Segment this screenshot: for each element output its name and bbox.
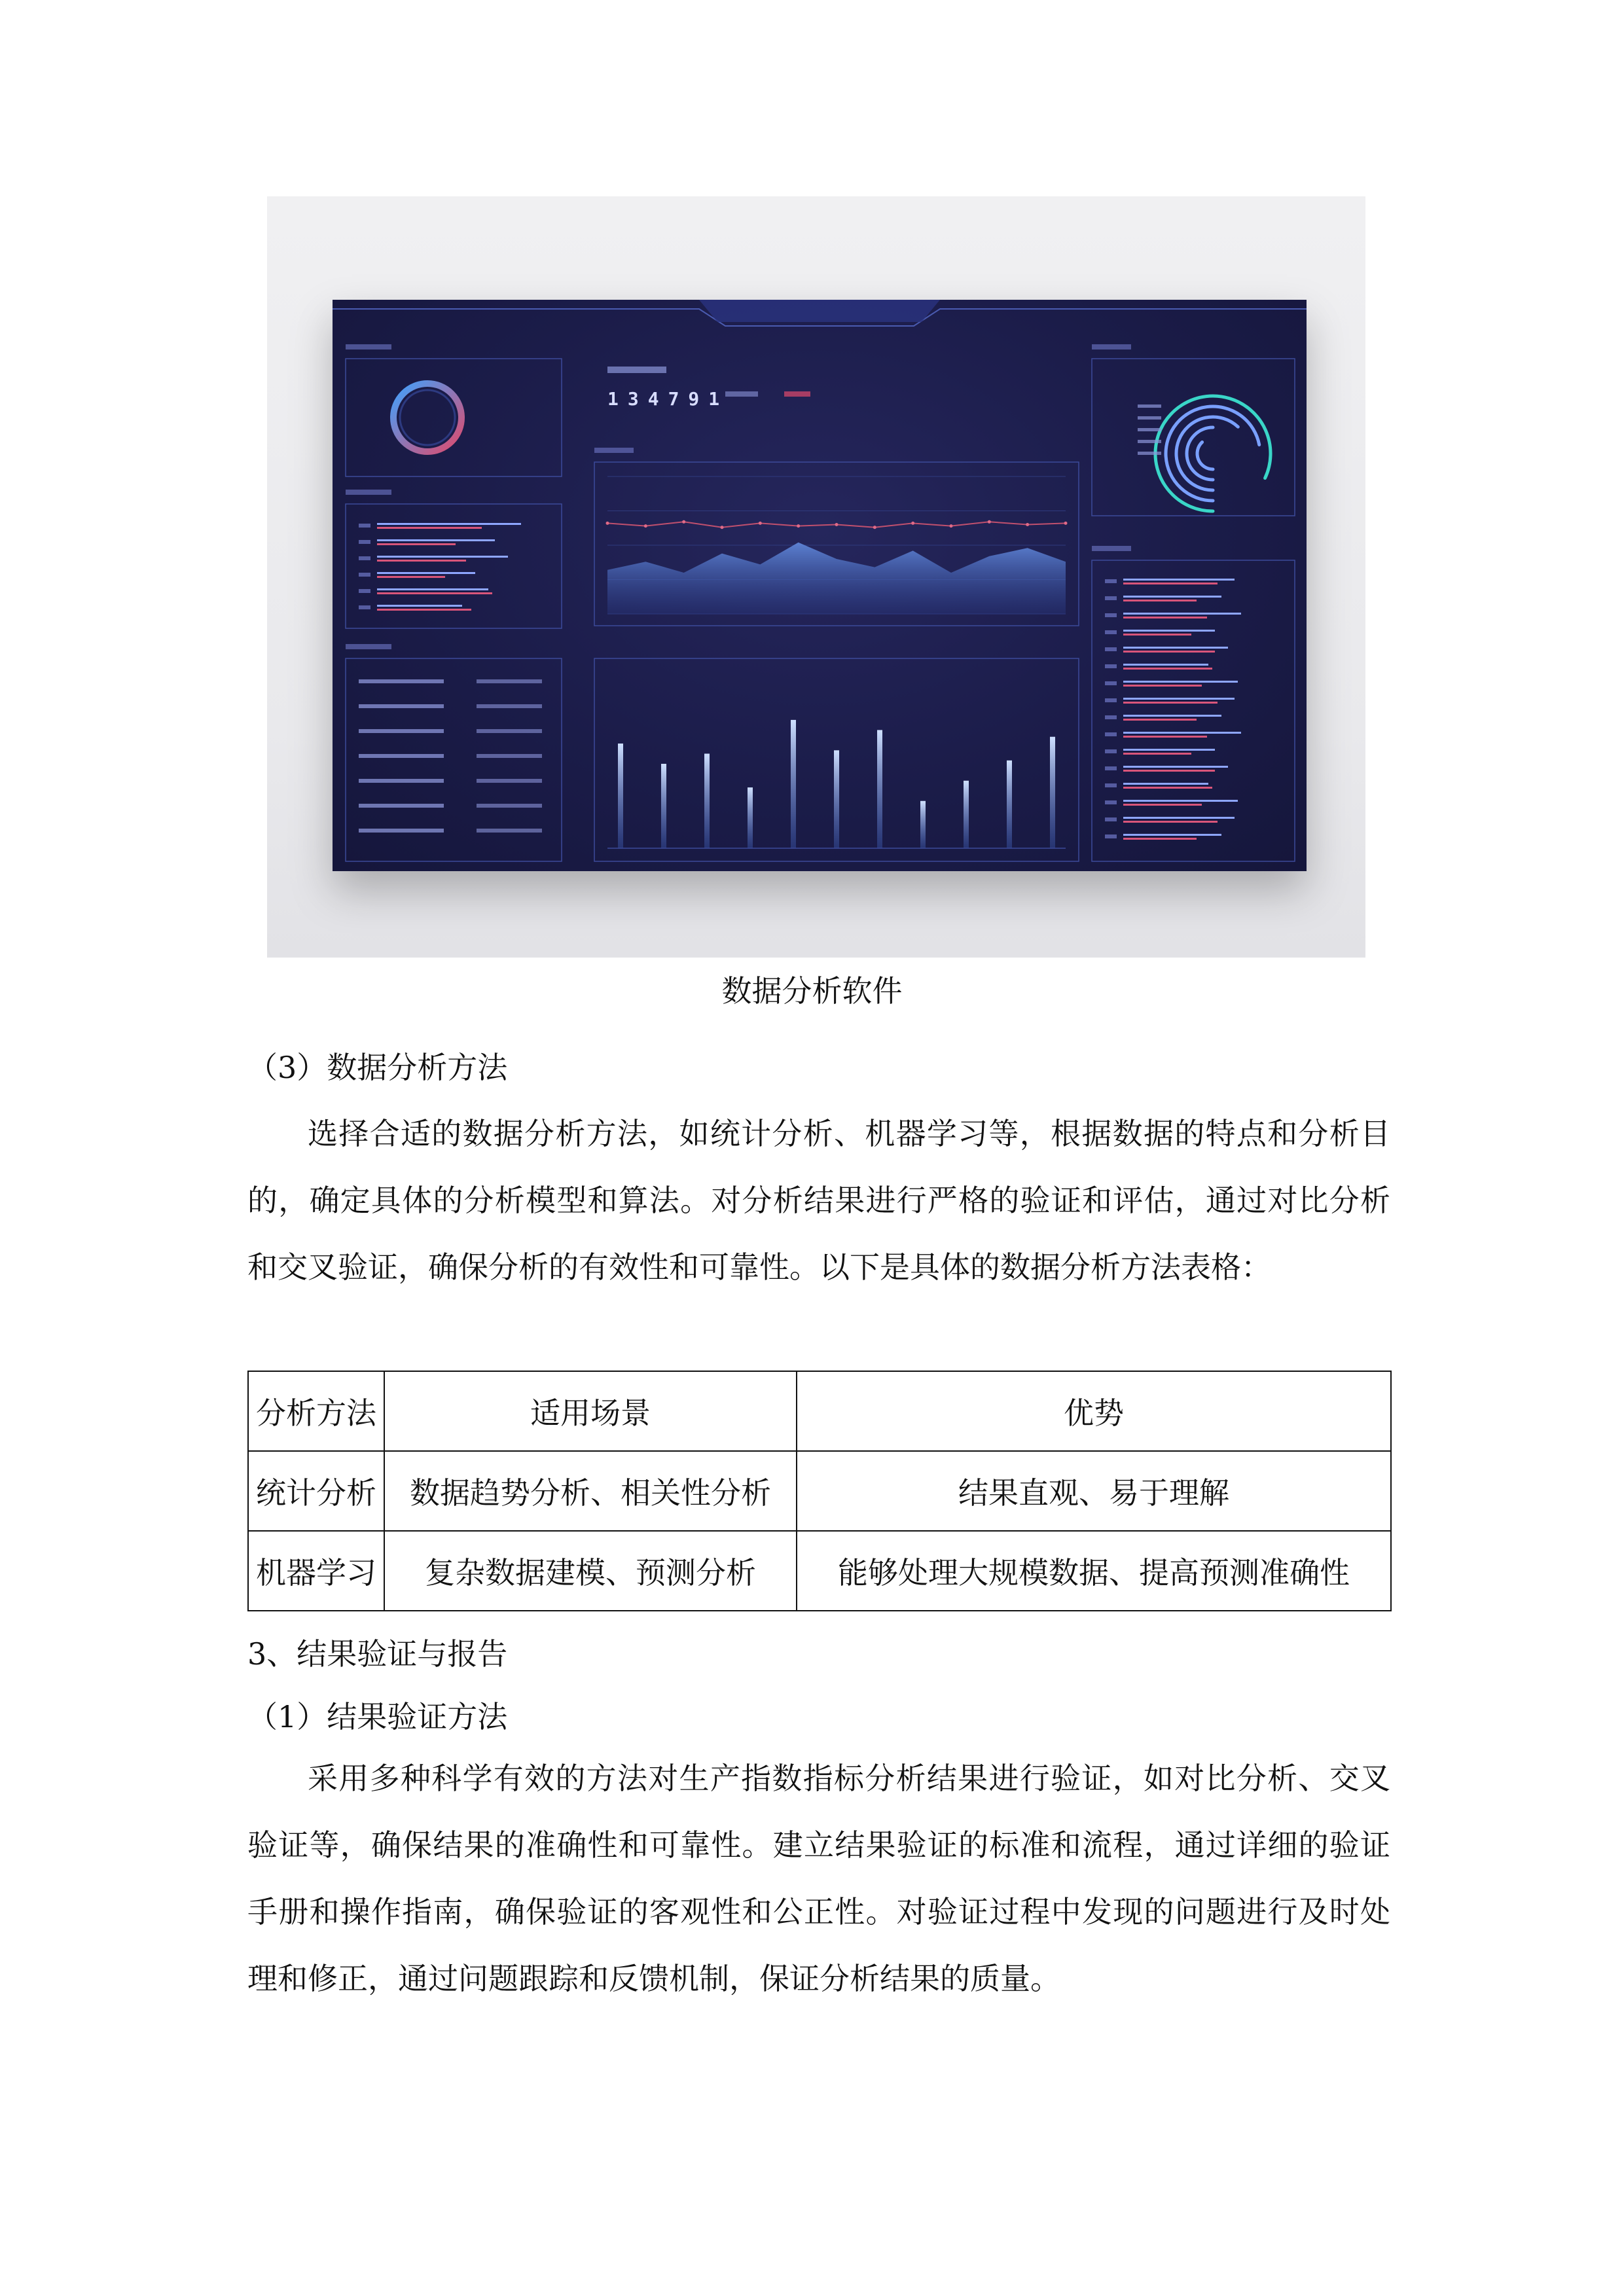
figure-caption: 数据分析软件 bbox=[721, 973, 903, 1009]
list-line bbox=[359, 704, 444, 708]
bar-mark bbox=[1007, 761, 1012, 848]
bar-mark bbox=[964, 781, 969, 848]
hbar bbox=[377, 609, 471, 611]
panel-label-bar bbox=[1092, 344, 1131, 350]
line-point bbox=[797, 524, 800, 528]
list-line bbox=[477, 804, 542, 808]
hbar bbox=[1123, 685, 1202, 687]
table-header-cell: 分析方法 bbox=[248, 1371, 384, 1451]
panel-label-bar bbox=[1092, 546, 1131, 551]
bar-mark bbox=[704, 754, 710, 848]
section-heading-3-3: （3）数据分析方法 bbox=[247, 1050, 508, 1085]
radial-label bbox=[1138, 452, 1161, 455]
radial-label bbox=[1138, 428, 1161, 431]
list-line bbox=[359, 779, 444, 783]
hbar bbox=[1123, 732, 1241, 734]
bar-mark bbox=[661, 764, 666, 848]
hbar-label bbox=[1105, 715, 1117, 719]
hbar-label bbox=[359, 573, 370, 577]
panel-hbars-right bbox=[1092, 560, 1295, 861]
table-cell: 数据趋势分析、相关性分析 bbox=[384, 1451, 797, 1531]
hbar bbox=[1123, 579, 1235, 581]
hbar bbox=[377, 560, 466, 562]
hbar bbox=[1123, 681, 1238, 683]
area-chart bbox=[606, 476, 1068, 614]
hbar bbox=[1123, 719, 1197, 721]
line-point bbox=[950, 524, 953, 528]
area-series bbox=[607, 543, 1066, 614]
line-point bbox=[1026, 523, 1029, 526]
hbar bbox=[377, 527, 482, 529]
table-header-row bbox=[248, 1371, 1391, 1451]
hbar bbox=[1123, 770, 1215, 772]
panel-label-bar bbox=[346, 644, 391, 649]
hbar bbox=[1123, 766, 1228, 768]
hbar-label bbox=[1105, 664, 1117, 668]
hbar bbox=[1123, 715, 1221, 717]
dashboard-photo bbox=[267, 196, 1365, 958]
hbar-label bbox=[1105, 732, 1117, 736]
line-point bbox=[911, 522, 914, 525]
bar-mark bbox=[1050, 737, 1055, 848]
hbar bbox=[1123, 596, 1221, 598]
list-line bbox=[359, 679, 444, 683]
hbar-label bbox=[1105, 800, 1117, 804]
hbar bbox=[1123, 583, 1218, 584]
panel-label-bar bbox=[594, 448, 634, 453]
hbars-left bbox=[359, 523, 521, 611]
paragraph-result-verification: 采用多种科学有效的方法对生产指数指标分析结果进行验证，如对比分析、交叉验证等，确保结果的准确性和可靠性。建立结果验证的标准和流程，通过详细的验证手册和操作指南，确保验证的客观性和公正性。对验证过程中发现的问题进行及时处理和修正，通过问题跟踪和反馈机制，保证分析结果的质量。 bbox=[247, 1761, 1390, 1996]
panel-donut bbox=[346, 359, 562, 476]
line-point bbox=[1064, 522, 1068, 525]
list-line bbox=[477, 829, 542, 833]
list-line bbox=[477, 704, 542, 708]
bar-mark bbox=[748, 787, 753, 848]
hbar bbox=[1123, 630, 1215, 632]
radial-chart bbox=[1138, 396, 1271, 511]
hbar-label bbox=[1105, 749, 1117, 753]
hbar bbox=[1123, 617, 1207, 619]
hbar bbox=[1123, 783, 1208, 785]
dashboard-counter: 134791 bbox=[607, 388, 729, 410]
counter-label-bar bbox=[607, 367, 666, 373]
list-line bbox=[477, 679, 542, 683]
hbar bbox=[377, 592, 492, 594]
hbar-label bbox=[1105, 783, 1117, 787]
hbar bbox=[1123, 817, 1235, 819]
donut-ring bbox=[393, 384, 461, 452]
list-line bbox=[477, 779, 542, 783]
hbar-label bbox=[1105, 766, 1117, 770]
list-line bbox=[359, 754, 444, 758]
hbar-label bbox=[1105, 613, 1117, 617]
donut-inner-ring bbox=[400, 390, 455, 445]
radial-arc bbox=[1187, 427, 1213, 480]
radial-arc bbox=[1166, 406, 1259, 501]
table-cell: 统计分析 bbox=[248, 1451, 384, 1531]
hbar bbox=[377, 572, 475, 574]
radial-label bbox=[1138, 440, 1161, 443]
hbar bbox=[1123, 834, 1221, 836]
hbar bbox=[377, 588, 488, 590]
paragraph-analysis-methods: 选择合适的数据分析方法，如统计分析、机器学习等，根据数据的特点和分析目的，确定具体的分析模型和算法。对分析结果进行严格的验证和评估，通过对比分析和交叉验证，确保分析的有效性和可靠性。以下是具体的数据分析方法表格： bbox=[247, 1116, 1390, 1285]
hbar-label bbox=[1105, 630, 1117, 634]
list-line bbox=[359, 729, 444, 733]
hbar bbox=[1123, 736, 1207, 738]
counter-side-label bbox=[784, 391, 810, 397]
list-line bbox=[359, 804, 444, 808]
hbar bbox=[1123, 668, 1212, 670]
hbar bbox=[1123, 698, 1235, 700]
line-point bbox=[721, 526, 724, 529]
counter-side-label bbox=[725, 391, 758, 397]
hbar bbox=[1123, 702, 1218, 704]
radial-label bbox=[1138, 416, 1161, 420]
bar-mark bbox=[618, 744, 623, 848]
radial-arc bbox=[1155, 396, 1271, 511]
hbar bbox=[1123, 647, 1228, 649]
panel-label-bar bbox=[346, 344, 391, 350]
line-point bbox=[988, 520, 991, 524]
line-point bbox=[835, 523, 839, 526]
line-point bbox=[644, 524, 647, 528]
table-header-cell: 优势 bbox=[797, 1371, 1391, 1451]
dashboard-screen bbox=[333, 300, 1307, 871]
radial-label bbox=[1138, 404, 1161, 408]
title-plate bbox=[699, 300, 940, 322]
table-row bbox=[248, 1531, 1391, 1611]
hbar bbox=[377, 543, 456, 545]
hbars-right bbox=[1105, 579, 1241, 840]
hbar bbox=[1123, 800, 1238, 802]
bar-mark bbox=[834, 750, 839, 848]
hbar bbox=[1123, 613, 1241, 615]
hbar bbox=[1123, 804, 1202, 806]
hbar bbox=[377, 556, 508, 558]
hbar bbox=[1123, 634, 1191, 636]
list-line bbox=[477, 729, 542, 733]
table-cell: 结果直观、易于理解 bbox=[797, 1451, 1391, 1531]
hbar bbox=[1123, 664, 1208, 666]
hbar-label bbox=[1105, 698, 1117, 702]
table-cell: 机器学习 bbox=[248, 1531, 384, 1611]
section-heading-3-1: （1）结果验证方法 bbox=[247, 1699, 508, 1734]
hbar-label bbox=[1105, 817, 1117, 821]
section-heading-3: 3、结果验证与报告 bbox=[247, 1636, 508, 1672]
hbar bbox=[1123, 600, 1197, 601]
hbar-label bbox=[1105, 834, 1117, 838]
bar-mark bbox=[877, 730, 882, 848]
list-lines bbox=[359, 679, 542, 833]
line-point bbox=[873, 526, 876, 529]
hbar-label bbox=[359, 589, 370, 593]
line-point bbox=[682, 520, 685, 524]
list-line bbox=[477, 754, 542, 758]
table-header-cell: 适用场景 bbox=[384, 1371, 797, 1451]
hbar bbox=[377, 605, 462, 607]
hbar bbox=[1123, 787, 1212, 789]
hbar bbox=[1123, 753, 1191, 755]
hbar-label bbox=[359, 524, 370, 528]
bar-mark bbox=[791, 720, 796, 848]
hbar-label bbox=[1105, 596, 1117, 600]
hbar-label bbox=[359, 605, 370, 609]
hbar-label bbox=[1105, 579, 1117, 583]
bar-mark bbox=[920, 801, 926, 848]
table-cell: 复杂数据建模、预测分析 bbox=[384, 1531, 797, 1611]
line-point bbox=[759, 522, 762, 525]
radial-arc bbox=[1197, 442, 1213, 469]
hbar-label bbox=[359, 556, 370, 560]
table-row bbox=[248, 1451, 1391, 1531]
hbar bbox=[377, 523, 521, 525]
hbar-label bbox=[1105, 647, 1117, 651]
hbar bbox=[377, 576, 445, 578]
table-cell: 能够处理大规模数据、提高预测准确性 bbox=[797, 1531, 1391, 1611]
hbar bbox=[1123, 651, 1215, 653]
hbar-label bbox=[359, 540, 370, 544]
hbar bbox=[1123, 838, 1197, 840]
methods-table bbox=[247, 1371, 1392, 1611]
dashboard-graphic bbox=[333, 300, 1307, 871]
list-line bbox=[359, 829, 444, 833]
bar-chart bbox=[607, 720, 1066, 848]
line-point bbox=[606, 522, 609, 525]
hbar-label bbox=[1105, 681, 1117, 685]
hbar bbox=[377, 539, 495, 541]
hbar bbox=[1123, 749, 1215, 751]
hbar bbox=[1123, 821, 1218, 823]
panel-label-bar bbox=[346, 490, 391, 495]
